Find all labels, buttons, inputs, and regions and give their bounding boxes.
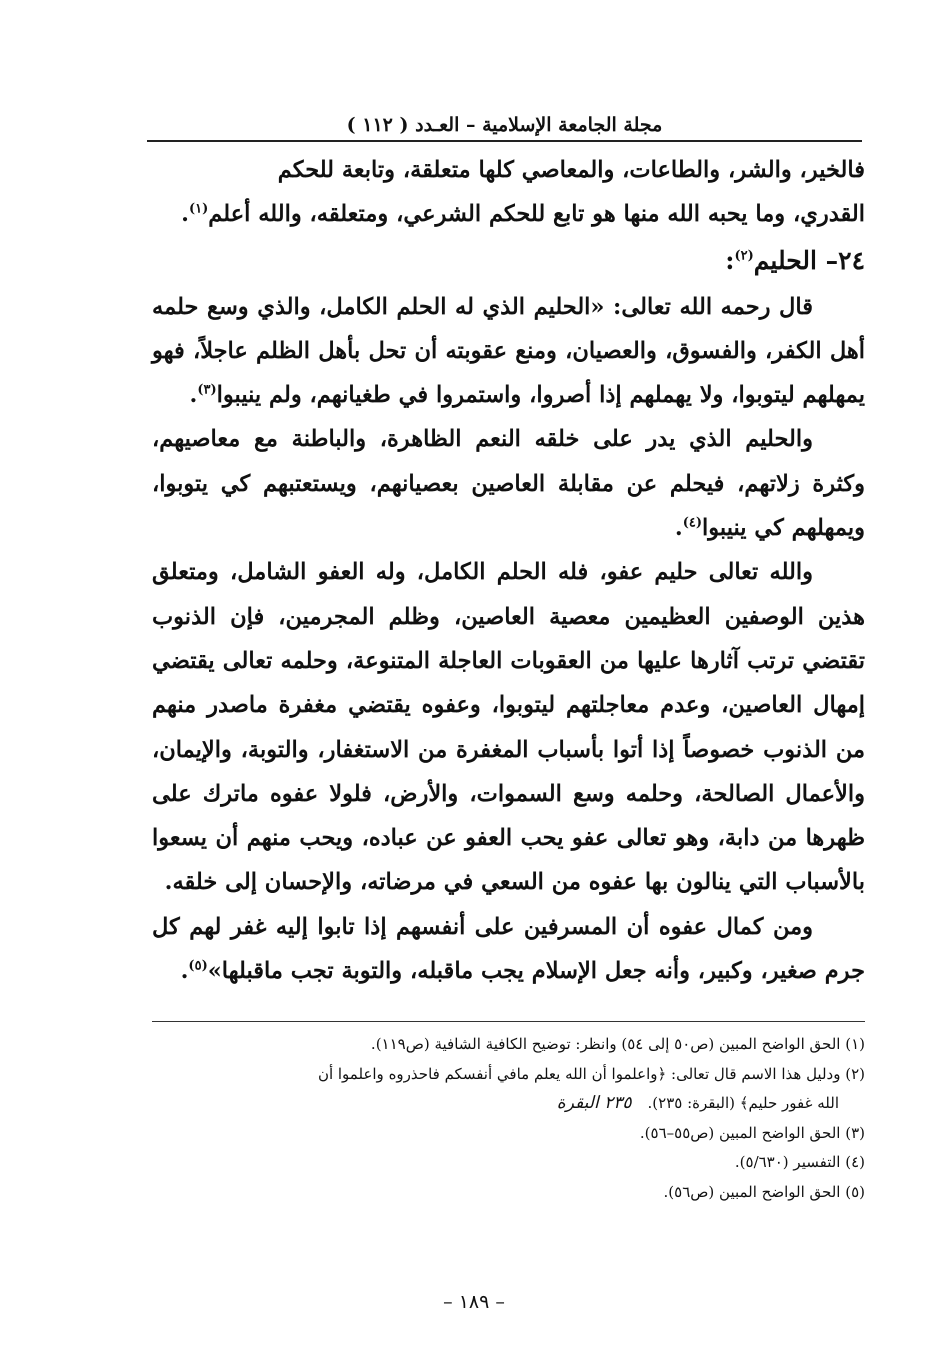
footnote-ref-3: (٣): [197, 382, 217, 398]
footnote-4: (٤) التفسير (٥/٦٣٠).: [734, 1153, 865, 1171]
paragraph-2-text: قال رحمه الله تعالى: «الحليم الذي له الحلم الكامل، والذي وسع حلمه أهل الكفر، والفسوق، والعصيان، ومنع عقوبته أن تحل بأهل الظلم عاجلاً، فهو يمهلهم ليتوبوا، ولا يهملهم إذا أصروا، واستمروا في طغيانهم، ولم ينيبوا: [152, 293, 865, 409]
paragraph-3: [152, 417, 865, 550]
paragraph-1-text: القدري، وما يحبه الله منها هو تابع للحكم الشرعي، ومتعلقه، والله أعلم: [208, 201, 865, 228]
footnote-2-continuation: [152, 1089, 865, 1119]
footnote-3: (٣) الحق الواضح المبين (ص٥٥–٥٦).: [639, 1123, 865, 1142]
paragraph-1-end: .: [181, 201, 189, 228]
footnote-ref-5: (٥): [188, 958, 208, 974]
footnote-2-line-2: الله غفور حليم﴾ (البقرة: ٢٣٥).: [647, 1094, 839, 1112]
footnote-1: (١) الحق الواضح المبين (ص٥٠ إلى ٥٤) وانظر: توضيح الكافية الشافية (ص١١٩).: [370, 1035, 865, 1053]
section-heading: [152, 237, 865, 285]
main-text: [152, 148, 865, 993]
handwritten-annotation: ٢٣٥ البقرة: [556, 1093, 632, 1113]
header-divider: [147, 140, 862, 142]
footnote-divider: [152, 1021, 865, 1022]
paragraph-2: [152, 285, 865, 418]
paragraph-2-end: .: [189, 382, 198, 409]
footnote-ref-4: (٤): [682, 515, 703, 531]
paragraph-3-text: والحليم الذي يدر على خلقه النعم الظاهرة، والباطنة مع معاصيهم، وكثرة زلاتهم، فيحلم عن مقابلة العاصين بعصيانهم، ويستعتبهم كي يتوبوا، ويمهلهم كي ينيبوا: [152, 426, 865, 542]
footnotes: [152, 1030, 865, 1207]
paragraph-4: والله تعالى حليم عفو، فله الحلم الكامل، وله العفو الشامل، ومتعلق هذين الوصفين العظيمين معصية العاصين، وظلم المجرمين، فإن الذنوب تقتضي ترتب آثارها عليها من العقوبات العاجلة المتنوعة، وحلمه تعالى يقتضي إمهال العاصين، وعدم معاجلتهم ليتوبوا، وعفوه يقتضي مغفرة ماصدر منهم من الذنوب خصوصاً إذا أتوا بأسباب المغفرة من الاستغفار، والتوبة، والإيمان، والأعمال الصالحة، وحلمه وسع السموات، والأرض، فلولا عفوه ماترك على ظهرها من دابة، وهو تعالى عفو يحب العفو عن عباده، ويحب منهم أن يسعوا بالأسباب التي ينالون بها عفوه من السعي في مرضاته، والإحسان إلى خلقه.: [152, 559, 865, 896]
paragraph-5-text: ومن كمال عفوه أن المسرفين على أنفسهم إذا تابوا إليه غفر لهم كل جرم صغير، وكبير، وأنه جعل الإسلام يجب ماقبله، والتوبة تجب ماقبلها»: [152, 913, 865, 985]
running-header: مجلة الجامعة الإسلامية – العـدد ( ١١٢ ): [346, 114, 663, 136]
footnote-2: (٢) ودليل هذا الاسم قال تعالى: ﴿واعلموا أن الله يعلم مافي أنفسكم فاحذروه واعلموا أن: [317, 1064, 865, 1083]
footnote-ref-1: (١): [188, 201, 209, 217]
page-number: – ١٨٩ –: [443, 1291, 505, 1313]
footnote-5: (٥) الحق الواضح المبين (ص٥٦).: [663, 1182, 865, 1201]
paragraph-5: [152, 905, 865, 994]
section-heading-end: :: [725, 245, 735, 275]
footnote-ref-2: (٢): [734, 248, 754, 264]
paragraph-1-line-1: فالخير، والشر، والطاعات، والمعاصي كلها متعلقة، وتابعة للحكم: [277, 157, 865, 183]
paragraph-3-end: .: [674, 515, 683, 542]
paragraph-5-end: .: [180, 958, 189, 985]
paragraph-1-line-2: [152, 192, 865, 236]
section-heading-text: ٢٤– الحليم: [753, 245, 865, 275]
